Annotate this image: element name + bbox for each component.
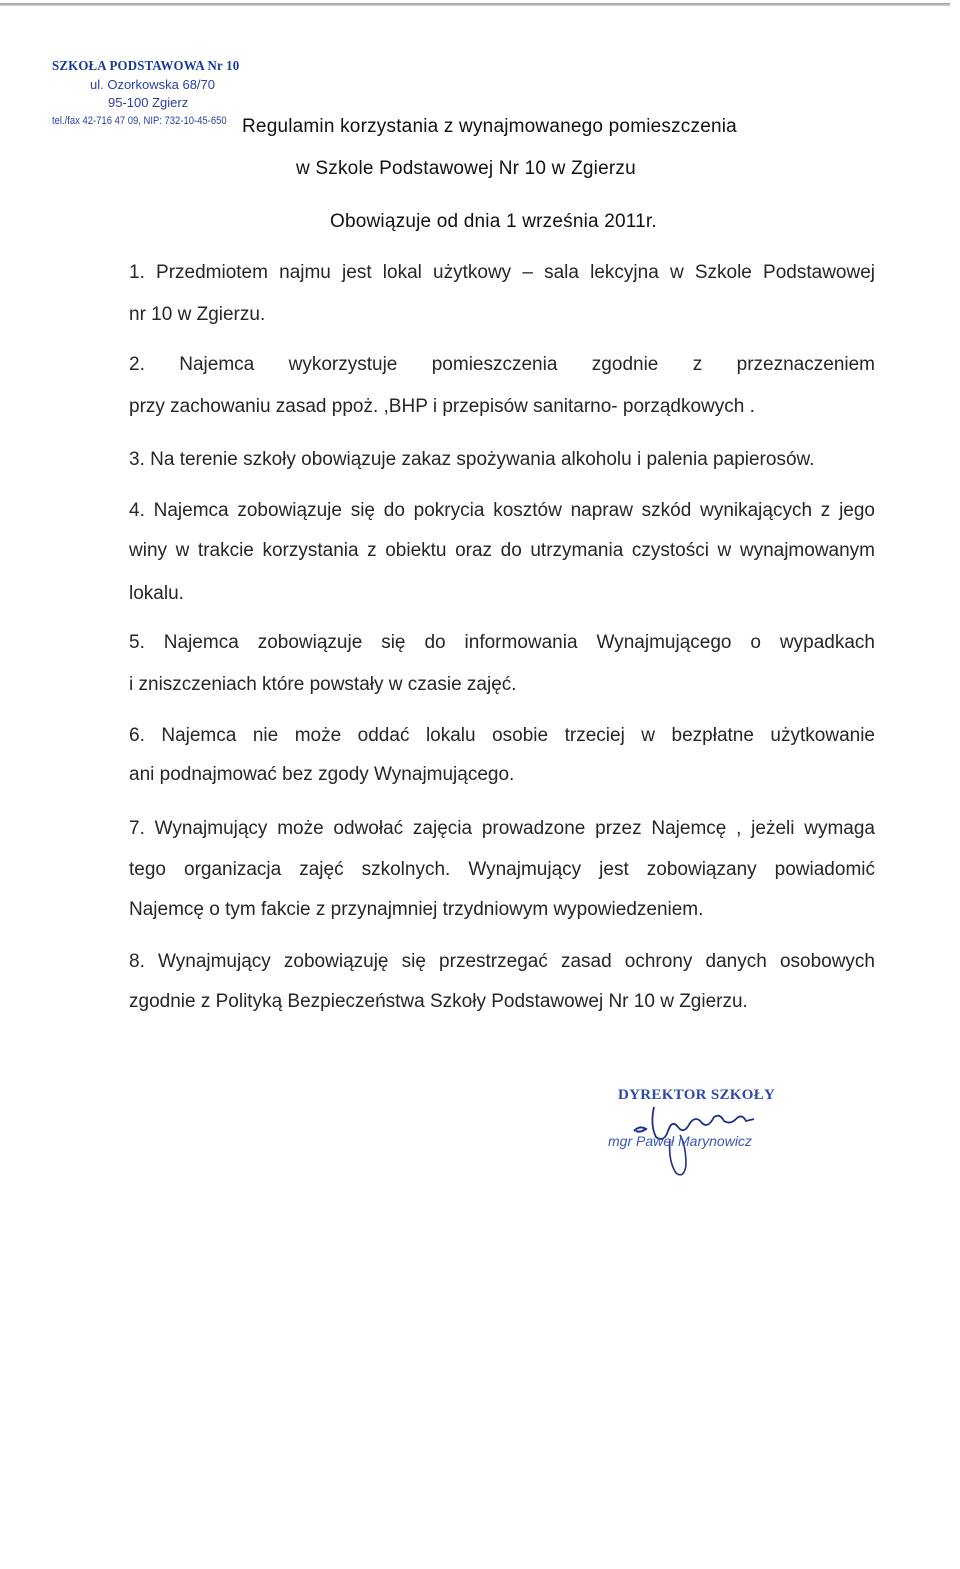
director-stamp-title: DYREKTOR SZKOŁY [618,1087,776,1103]
rule-6-line-2: ani podnajmować bez zgody Wynajmującego. [129,764,515,785]
rule-2-line-2: przy zachowaniu zasad ppoż. ,BHP i przepisów sanitarno- porządkowych . [129,396,755,417]
director-name: mgr Paweł Marynowicz [608,1133,752,1149]
rule-1-line-1: 1. Przedmiotem najmu jest lokal użytkowy – sala lekcyjna w Szkole Podstawowej [129,262,875,283]
rule-5-line-2: i zniszczeniach które powstały w czasie zajęć. [129,674,517,695]
school-stamp [52,58,256,130]
rule-1-line-2: nr 10 w Zgierzu. [129,304,266,325]
rule-7-line-3: Najemcę o tym fakcie z przynajmniej trzydniowym wypowiedzeniem. [129,899,704,920]
document-title: Regulamin korzystania z wynajmowanego pomieszczenia [242,116,737,137]
page-top-border [0,3,950,6]
stamp-school-name: SZKOŁA PODSTAWOWA Nr 10 [52,59,240,74]
stamp-contact: tel./fax 42-716 47 09, NIP: 732-10-45-650 [52,115,227,127]
rule-2-line-1: 2. Najemca wykorzystuje pomieszczenia zgodnie z przeznaczeniem [129,354,875,375]
effective-date: Obowiązuje od dnia 1 września 2011r. [330,211,657,232]
rule-4-line-3: lokalu. [129,583,184,604]
stamp-city: 95-100 Zgierz [108,95,189,110]
rule-7-line-2: tego organizacja zajęć szkolnych. Wynajmujący jest zobowiązany powiadomić [129,859,875,880]
rule-4-line-2: winy w trakcie korzystania z obiektu oraz do utrzymania czystości w wynajmowanym [129,540,875,561]
stamp-street: ul. Ozorkowska 68/70 [90,77,216,92]
rule-4-line-1: 4. Najemca zobowiązuje się do pokrycia kosztów napraw szkód wynikających z jego [129,500,875,521]
rule-5-line-1: 5. Najemca zobowiązuje się do informowania Wynajmującego o wypadkach [129,632,875,653]
document-subtitle: w Szkole Podstawowej Nr 10 w Zgierzu [296,158,636,179]
rule-6-line-1: 6. Najemca nie może oddać lokalu osobie trzeciej w bezpłatne użytkowanie [129,725,875,746]
rule-8-line-1: 8. Wynajmujący zobowiązuję się przestrzegać zasad ochrony danych osobowych [129,951,875,972]
rule-7-line-1: 7. Wynajmujący może odwołać zajęcia prowadzone przez Najemcę , jeżeli wymaga [129,818,875,839]
director-signature-block [608,1087,808,1187]
rule-3-line-1: 3. Na terenie szkoły obowiązuje zakaz spożywania alkoholu i palenia papierosów. [129,449,815,470]
rule-8-line-2: zgodnie z Polityką Bezpieczeństwa Szkoły Podstawowej Nr 10 w Zgierzu. [129,991,748,1012]
